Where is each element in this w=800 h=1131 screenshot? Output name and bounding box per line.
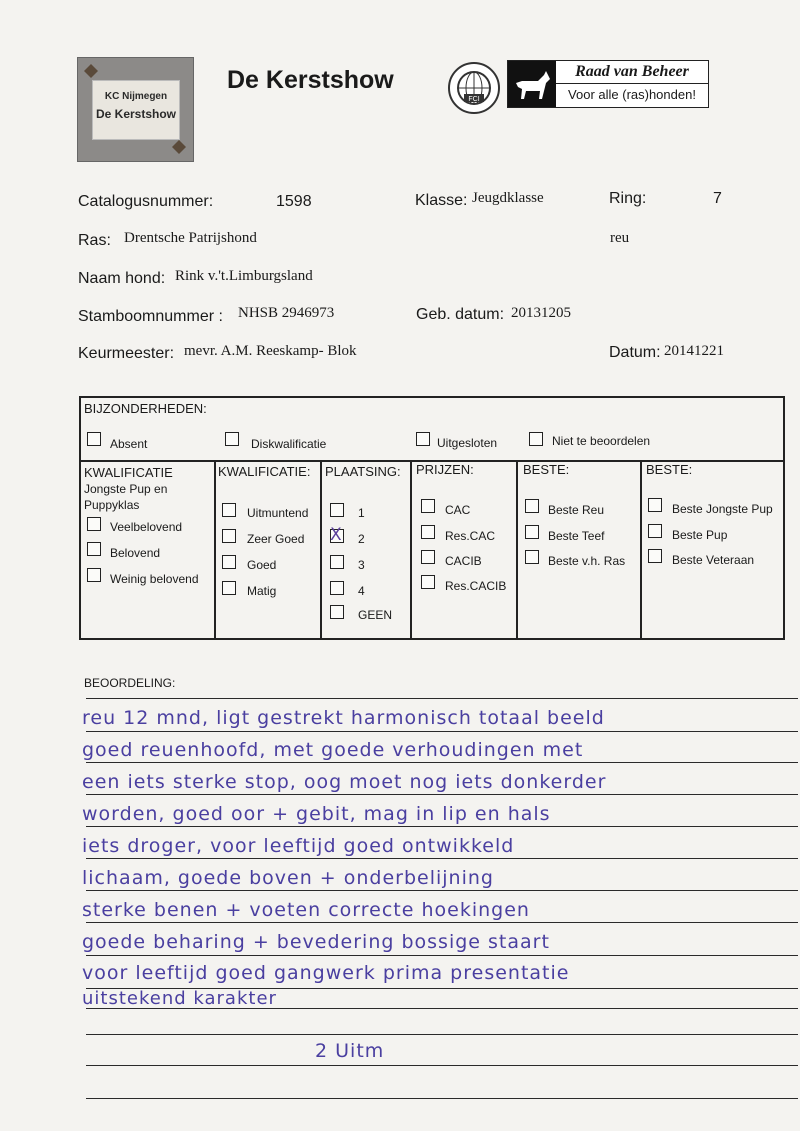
beste-reu-label: Beste Reu (548, 503, 605, 517)
logo-line2: De Kerstshow (95, 107, 177, 121)
dog-icon (508, 61, 556, 107)
veelbelovend-checkbox[interactable] (87, 517, 101, 531)
plaatsing-4-checkbox[interactable] (330, 581, 344, 595)
beoordeling-line-1: reu 12 mnd, ligt gestrekt harmonisch totaal beeld (82, 707, 605, 729)
plaatsing-title: PLAATSING: (325, 464, 401, 479)
klasse-value: Jeugdklasse (472, 190, 544, 206)
beste-reu-checkbox[interactable] (525, 499, 539, 513)
beoordeling-line-9: voor leeftijd goed gangwerk prima presentatie (82, 962, 570, 984)
rvb-title: Raad van Beheer (556, 61, 708, 84)
belovend-checkbox[interactable] (87, 542, 101, 556)
beste-vh-ras-label: Beste v.h. Ras (548, 554, 626, 568)
beste-veteraan-checkbox[interactable] (648, 549, 662, 563)
kwalificatie-title: KWALIFICATIE: (218, 464, 311, 479)
beoordeling-title: BEOORDELING: (84, 676, 176, 690)
klasse-label: Klasse: (415, 192, 468, 209)
beoordeling-line-8: goede beharing + bevedering bossige staart (82, 931, 550, 953)
plaatsing-2-label: 2 (358, 532, 365, 546)
res-cac-label: Res.CAC (445, 529, 496, 543)
res-cac-checkbox[interactable] (421, 525, 435, 539)
cac-checkbox[interactable] (421, 499, 435, 513)
uitmuntend-checkbox[interactable] (222, 503, 236, 517)
plaatsing-geen-label: GEEN (358, 608, 393, 622)
beste2-title: BESTE: (646, 462, 693, 477)
plaatsing-3-label: 3 (358, 558, 365, 572)
ras-label: Ras: (78, 232, 111, 249)
belovend-label: Belovend (110, 546, 161, 560)
beoordeling-line-5: iets droger, voor leeftijd goed ontwikkeld (82, 835, 515, 857)
absent-checkbox[interactable] (87, 432, 101, 446)
page-title: De Kerstshow (227, 66, 394, 94)
res-cacib-checkbox[interactable] (421, 575, 435, 589)
beoordeling-line-2: goed reuenhoofd, met goede verhoudingen met (82, 739, 584, 761)
datum-value: 20141221 (664, 343, 724, 359)
beoordeling-line-4: worden, goed oor + gebit, mag in lip en hals (82, 803, 551, 825)
fci-label: FCI (468, 96, 480, 103)
cac-label: CAC (445, 503, 471, 517)
goed-label: Goed (247, 558, 277, 572)
cacib-label: CACIB (445, 554, 482, 568)
beoordeling-line-7: sterke benen + voeten correcte hoekingen (82, 899, 530, 921)
beste-pup-label: Beste Pup (672, 528, 728, 542)
geb-value: 20131205 (511, 305, 571, 321)
weinig-belovend-checkbox[interactable] (87, 568, 101, 582)
beste-pup-checkbox[interactable] (648, 524, 662, 538)
raad-van-beheer-logo (507, 60, 709, 108)
matig-label: Matig (247, 584, 277, 598)
plaatsing-1-label: 1 (358, 506, 365, 520)
beste-jongste-pup-checkbox[interactable] (648, 498, 662, 512)
beoordeling-result: 2 Uitm (315, 1040, 385, 1062)
plaatsing-geen-checkbox[interactable] (330, 605, 344, 619)
datum-label: Datum: (609, 344, 661, 361)
naam-value: Rink v.'t.Limburgsland (175, 268, 313, 284)
fci-logo (448, 62, 500, 114)
keurmeester-label: Keurmeester: (78, 345, 175, 362)
absent-label: Absent (110, 437, 148, 451)
catalogus-label: Catalogusnummer: (78, 193, 214, 210)
holly-icon (170, 138, 188, 156)
ring-label: Ring: (609, 190, 647, 207)
veelbelovend-label: Veelbelovend (110, 520, 183, 534)
kc-nijmegen-logo (77, 57, 194, 162)
kwalificatie-pup-title: KWALIFICATIE (84, 465, 173, 480)
kwalificatie-pup-sub2: Puppyklas (84, 498, 140, 512)
weinig-belovend-label: Weinig belovend (110, 572, 199, 586)
logo-card (92, 80, 180, 140)
stamboom-label: Stamboomnummer : (78, 308, 223, 325)
holly-icon (82, 62, 100, 80)
beste-jongste-pup-label: Beste Jongste Pup (672, 502, 773, 516)
keurmeester-value: mevr. A.M. Reeskamp- Blok (184, 343, 357, 359)
rvb-subtitle: Voor alle (ras)honden! (568, 87, 696, 102)
diskwalificatie-checkbox[interactable] (225, 432, 239, 446)
plaatsing-1-checkbox[interactable] (330, 503, 344, 517)
stamboom-value: NHSB 2946973 (238, 305, 335, 321)
geb-label: Geb. datum: (416, 306, 505, 323)
goed-checkbox[interactable] (222, 555, 236, 569)
plaatsing-3-checkbox[interactable] (330, 555, 344, 569)
uitgesloten-checkbox[interactable] (416, 432, 430, 446)
ras-value: Drentsche Patrijshond (124, 230, 257, 246)
bijzonderheden-title: BIJZONDERHEDEN: (84, 401, 207, 416)
beste-veteraan-label: Beste Veteraan (672, 553, 755, 567)
beoordeling-line-3: een iets sterke stop, oog moet nog iets donkerder (82, 771, 607, 793)
beste-teef-checkbox[interactable] (525, 525, 539, 539)
plaatsing-2-checkbox[interactable] (330, 529, 344, 543)
logo-line1: KC Nijmegen (104, 91, 168, 102)
ring-value: 7 (713, 190, 722, 207)
naam-label: Naam hond: (78, 270, 166, 287)
res-cacib-label: Res.CACIB (445, 579, 507, 593)
beste-vh-ras-checkbox[interactable] (525, 550, 539, 564)
uitgesloten-label: Uitgesloten (437, 436, 498, 450)
niet-te-beoordelen-checkbox[interactable] (529, 432, 543, 446)
beste1-title: BESTE: (523, 462, 570, 477)
sex-value: reu (610, 230, 630, 246)
matig-checkbox[interactable] (222, 581, 236, 595)
kwalificatie-pup-sub1: Jongste Pup en (84, 482, 168, 496)
zeer-goed-label: Zeer Goed (247, 532, 305, 546)
niet-te-beoordelen-label: Niet te beoordelen (552, 434, 651, 448)
beste-teef-label: Beste Teef (548, 529, 605, 543)
beoordeling-line-10: uitstekend karakter (82, 988, 277, 1009)
catalogus-value: 1598 (276, 193, 312, 210)
beoordeling-line-6: lichaam, goede boven + onderbelijning (82, 867, 494, 889)
cacib-checkbox[interactable] (421, 550, 435, 564)
diskwalificatie-label: Diskwalificatie (251, 437, 327, 451)
plaatsing-4-label: 4 (358, 584, 365, 598)
uitmuntend-label: Uitmuntend (247, 506, 309, 520)
prijzen-title: PRIJZEN: (416, 462, 474, 477)
zeer-goed-checkbox[interactable] (222, 529, 236, 543)
